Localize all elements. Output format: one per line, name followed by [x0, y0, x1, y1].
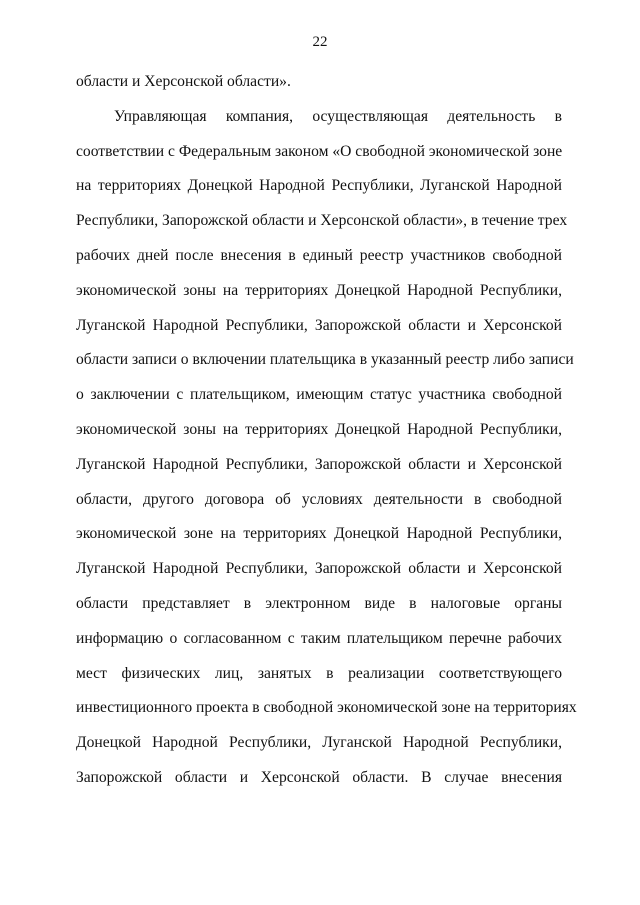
text-line: мест физических лиц, занятых в реализации соответствующего [76, 664, 562, 682]
paragraph-first-line: Управляющая компания, осуществляющая деятельность в [114, 107, 562, 125]
text-line: Запорожской области и Херсонской области. В случае внесения [76, 768, 562, 786]
text-line: Луганской Народной Республики, Запорожской области и Херсонской [76, 560, 562, 578]
text-line: Луганской Народной Республики, Запорожской области и Херсонской [76, 316, 562, 334]
text-line: Луганской Народной Республики, Запорожской области и Херсонской [76, 455, 562, 473]
text-line: Донецкой Народной Республики, Луганской Народной Республики, [76, 734, 562, 752]
page-number: 22 [312, 34, 328, 50]
document-body [76, 71, 577, 802]
text-line: области и Херсонской области». [76, 73, 291, 90]
text-line: инвестиционного проекта в свободной экономической зоне на территориях [76, 699, 577, 717]
text-line: экономической зоне на территориях Донецкой Народной Республики, [76, 525, 562, 543]
text-line: Республики, Запорожской области и Херсонской области», в течение трех [76, 212, 568, 230]
text-line: области представляет в электронном виде в налоговые органы [76, 594, 562, 612]
text-line: рабочих дней после внесения в единый реестр участников свободной [76, 246, 562, 264]
text-line: о заключении с плательщиком, имеющим статус участника свободной [76, 386, 562, 404]
text-line: экономической зоны на территориях Донецкой Народной Республики, [76, 281, 562, 299]
text-line: области, другого договора об условиях деятельности в свободной [76, 490, 562, 508]
text-line: информацию о согласованном с таким плательщиком перечне рабочих [76, 629, 562, 647]
text-line: на территориях Донецкой Народной Республики, Луганской Народной [76, 177, 562, 195]
text-line: экономической зоны на территориях Донецкой Народной Республики, [76, 420, 562, 438]
text-line: области записи о включении плательщика в указанный реестр либо записи [76, 351, 574, 369]
text-line: соответствии с Федеральным законом «О свободной экономической зоне [76, 142, 563, 160]
